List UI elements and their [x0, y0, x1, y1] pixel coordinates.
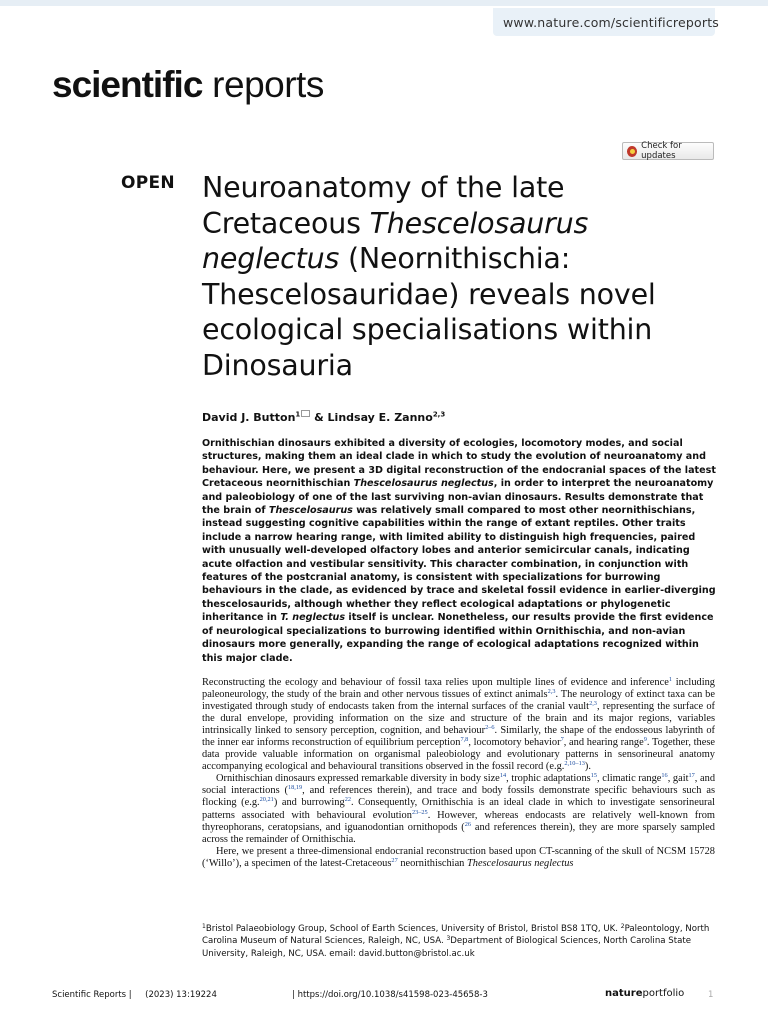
abstract-italic: Thescelosaurus neglectus: [353, 478, 494, 490]
footer-journal: Scientific Reports |: [52, 990, 132, 1000]
affiliation-sup: 2: [620, 923, 625, 930]
text-run: . Together, these data provide valuable information on organismal paleobiology and evolutionary patterns in sensorineural anatomy accompanying ecological and behavioural transitions observed in the fossil record (e.g.: [202, 737, 715, 773]
footer-volume: (2023) 13:19224: [145, 990, 217, 1000]
text-run: , and hearing range: [563, 737, 644, 749]
citation-ref-link[interactable]: 17: [688, 772, 695, 780]
affiliations: [202, 923, 717, 960]
text-run: , locomotory behavior: [468, 737, 561, 749]
text-run: Paleontology, North Carolina Museum of Natural Sciences, Raleigh, NC, USA.: [202, 924, 710, 947]
top-accent-bar: [0, 0, 768, 6]
text-run: , trophic adaptations: [506, 773, 591, 785]
abstract-text: itself is unclear. Nonetheless, our results provide the first evidence of neurological specializations to burrowing identified within Ornithischia, and non-avian dinosaurs more generally, expanding the range of ecological adaptations recognized within this major clade.: [202, 612, 714, 664]
author-sup: 1: [295, 410, 301, 419]
text-run: , climatic range: [597, 773, 662, 785]
body-paragraph-2: [202, 773, 715, 845]
open-access-label: OPEN: [121, 173, 175, 193]
citation-ref-link[interactable]: 18,19: [287, 784, 303, 792]
brand-bold: nature: [605, 988, 643, 999]
text-run: , gait: [667, 773, 689, 785]
text-run: Bristol Palaeobiology Group, School of Earth Sciences, University of Bristol, Bristol BS8 1TQ, UK.: [205, 924, 621, 934]
logo-light: reports: [202, 64, 324, 105]
citation-ref-link[interactable]: 22: [344, 796, 351, 804]
brand-light: portfolio: [642, 988, 685, 999]
author-sup: 2,3: [432, 410, 446, 419]
journal-url-link[interactable]: www.nature.com/scientificreports: [503, 15, 720, 30]
author-separator: & Lindsay E. Zanno: [310, 411, 433, 424]
text-run: ).: [584, 761, 591, 773]
citation-ref-link[interactable]: 2,10–13: [564, 760, 585, 768]
envelope-icon[interactable]: [301, 410, 310, 417]
text-run: . Consequently, Ornithischia is an ideal clade in which to investigate sensorineural patterns associated with behavioural evolution: [202, 797, 716, 821]
body-paragraph-3: [202, 846, 715, 870]
title-part-3: (Neornithischia: Thescelosauridae) reveals novel ecological specialisations within Dinosauria: [202, 242, 656, 382]
text-run: and references therein), they are more sparsely sampled across the remainder of Ornithischia.: [202, 821, 715, 845]
author-list: [202, 410, 445, 424]
text-run: . However, whereas endocasts are relatively well-known from thyreophorans, ceratopsians, and iguanodontian ornithopods (: [202, 809, 715, 833]
citation-ref-link[interactable]: 20,21: [259, 796, 274, 804]
abstract-text: was relatively small compared to most other neornithischians, instead suggesting cognitive capabilities within the range of extant reptiles. Other traits include a narrow hearing range, with limited ability to distinguish high frequencies, paired with unusually well-developed olfactory lobes and anterior semicircular canals, indicating acute olfaction and vestibular sensitivity. This character combination, in conjunction with features of the postcranial anatomy, is consistent with specializations for burrowing behaviours in the clade, as evidenced by trace and skeletal fossil evidence in earlier-diverging thescelosaurids, although whether they reflect ecological adaptations or phylogenetic inheritance in: [202, 505, 716, 624]
doi-link[interactable]: | https://doi.org/10.1038/s41598-023-45658-3: [292, 990, 488, 1000]
affiliation-sup: 1: [202, 923, 206, 930]
citation-ref-link[interactable]: 1: [668, 676, 672, 683]
citation-ref-link[interactable]: 7,8: [460, 736, 469, 744]
text-run: neornithischian: [397, 857, 467, 869]
italic-run: Thescelosaurus neglectus: [466, 857, 574, 869]
text-run: , representing the surface of the dural envelope, providing information on the size and structure of the brain and its major regions, variables intrinsically linked to sensory perception, cognition, and behaviour: [202, 701, 715, 737]
citation-ref-link[interactable]: 9: [643, 736, 647, 744]
text-run: Department of Biological Sciences, North Carolina State University, Raleigh, NC, USA.: [202, 936, 692, 959]
abstract-italic: Thescelosaurus: [268, 505, 353, 517]
affiliation-sup: 3: [446, 935, 451, 943]
text-run: . The neurology of extinct taxa can be investigated through study of endocasts taken from the internal surfaces of the cranial vault: [202, 689, 715, 713]
journal-logo: [52, 64, 324, 106]
check-updates-label: Check for updates: [641, 141, 682, 161]
page-number: 1: [708, 990, 714, 1000]
text-run: Reconstructing the ecology and behaviour of fossil taxa relies upon multiple lines of evidence and inference: [202, 677, 669, 688]
nature-portfolio-logo: [605, 988, 684, 999]
citation-ref-link[interactable]: 2,3: [589, 700, 597, 708]
text-run: Here, we present a three-dimensional endocranial reconstruction based upon CT-scanning of the skull of NCSM 15728 (‘Willo’), a specimen of the latest-Cretaceous: [202, 845, 715, 869]
text-run: ) and burrowing: [273, 797, 345, 809]
text-run: , and social interactions (: [202, 773, 716, 797]
citation-ref-link[interactable]: 27: [391, 856, 398, 864]
abstract-italic: T. neglectus: [280, 612, 346, 624]
author-button-link[interactable]: David J. Button: [202, 411, 296, 424]
citation-ref-link[interactable]: 15: [590, 772, 597, 780]
citation-ref-link[interactable]: 26: [464, 820, 472, 828]
citation-ref-link[interactable]: 7: [560, 736, 564, 744]
citation-ref-link[interactable]: 23–25: [411, 808, 428, 816]
check-for-updates-button[interactable]: [622, 142, 714, 160]
body-paragraph-1: [202, 677, 715, 773]
crossmark-icon: [627, 146, 637, 157]
footer-citation: [52, 990, 217, 1000]
text-run: . Similarly, the shape of the endosseous labyrinth of the inner ear informs reconstruction of equilibrium perception: [202, 725, 715, 749]
article-title: [202, 170, 722, 383]
title-part-1: Neuroanatomy of the late Cretaceous: [202, 171, 565, 240]
abstract-text: Ornithischian dinosaurs exhibited a diversity of ecologies, locomotory modes, and social structures, making them an ideal clade in which to study the evolution of neuroanatomy and behaviour. Here, we present a 3D digital reconstruction of the endocranial spaces of the latest Cretaceous neornithischian: [202, 438, 716, 490]
citation-ref-link[interactable]: 2–6: [485, 724, 495, 732]
citation-ref-link[interactable]: 16: [661, 772, 668, 780]
abstract: [202, 437, 716, 665]
text-run: including paleoneurology, the study of the brain and other nervous tissues of extinct animals: [202, 677, 715, 701]
body-text: [202, 677, 715, 870]
title-species: Thescelosaurus neglectus: [202, 206, 589, 275]
abstract-text: , in order to interpret the neuroanatomy and paleobiology of one of the last surviving non-avian dinosaurs. Results demonstrate that the brain of: [202, 478, 714, 517]
citation-ref-link[interactable]: 14: [499, 772, 507, 780]
text-run: email: david.button@bristol.ac.uk: [329, 948, 475, 959]
citation-ref-link[interactable]: 2,3: [547, 688, 556, 696]
text-run: Ornithischian dinosaurs expressed remarkable diversity in body size: [216, 773, 500, 785]
text-run: , and references therein), and trace and body fossils demonstrate specific behaviours such as flocking (e.g.: [202, 785, 715, 809]
logo-bold: scientific: [52, 64, 203, 105]
